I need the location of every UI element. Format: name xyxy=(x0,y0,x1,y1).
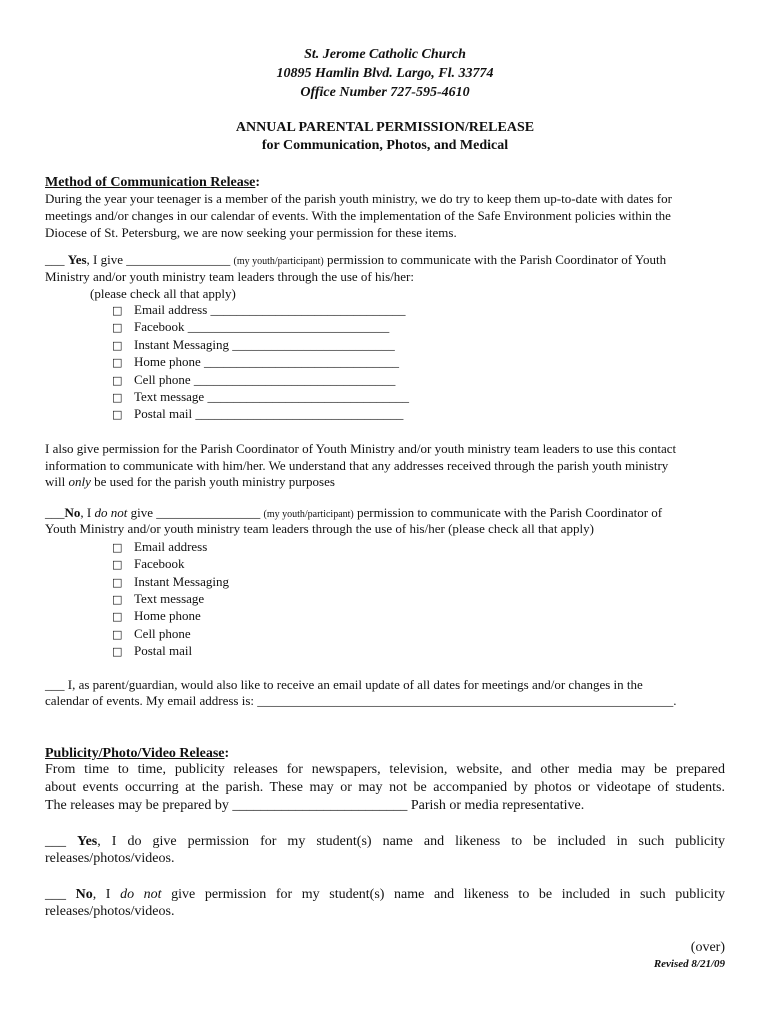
yes-option-email[interactable]: □ Email address ______________________________ xyxy=(112,302,406,317)
comm-no-line: ___No, I do not give ________________ (my youth/participant) permission to communicate with the Parish Coordinator of xyxy=(45,505,663,520)
checkbox-icon[interactable]: □ xyxy=(112,321,123,334)
comm-yes-line2: Ministry and/or youth ministry team leaders through the use of his/her: xyxy=(45,269,414,284)
checkbox-icon[interactable]: □ xyxy=(112,610,123,623)
checkbox-icon[interactable]: □ xyxy=(112,593,123,606)
publicity-yes-line2: releases/photos/videos. xyxy=(45,851,175,866)
no-option-home-phone[interactable]: □ Home phone xyxy=(112,608,201,623)
checkbox-icon[interactable]: □ xyxy=(112,304,123,317)
no-option-postal[interactable]: □ Postal mail xyxy=(112,643,193,658)
publicity-no-line2: releases/photos/videos. xyxy=(45,904,175,919)
no-option-text[interactable]: □ Text message xyxy=(112,591,205,606)
checkbox-icon[interactable]: □ xyxy=(112,374,123,387)
also-permission-line: I also give permission for the Parish Coordinator of Youth Ministry and/or youth ministry team leaders to use this contact xyxy=(45,441,677,456)
email-address-line[interactable]: calendar of events. My email address is: ________________________________________________________________. xyxy=(45,693,677,708)
no-option-im[interactable]: □ Instant Messaging xyxy=(112,574,229,589)
comm-no-line2: Youth Ministry and/or youth ministry team leaders through the use of his/her (please check all that apply) xyxy=(45,521,594,536)
publicity-no-line: ___ No, I do not give permission for my student(s) name and likeness to be included in such publicity xyxy=(45,887,726,902)
yes-option-im[interactable]: □ Instant Messaging _________________________ xyxy=(112,337,395,352)
office-number: Office Number 727-595-4610 xyxy=(300,85,470,100)
comm-intro-line: During the year your teenager is a member of the parish youth ministry, we do try to keep them up-to-date with dates for xyxy=(45,191,672,206)
yes-option-text[interactable]: □ Text message _______________________________ xyxy=(112,389,409,404)
checkbox-icon[interactable]: □ xyxy=(112,576,123,589)
checkbox-icon[interactable]: □ xyxy=(112,339,123,352)
publicity-text-line: The releases may be prepared by _________________________ Parish or media representative. xyxy=(45,798,585,813)
revised-date: Revised 8/21/09 xyxy=(653,958,725,970)
comm-yes-line: ___ Yes, I give ________________ (my youth/participant) permission to communicate with the Parish Coordinator of Youth xyxy=(45,252,667,267)
yes-option-cell-phone[interactable]: □ Cell phone _______________________________ xyxy=(112,372,396,387)
form-subtitle: for Communication, Photos, and Medical xyxy=(261,138,509,153)
no-option-cell-phone[interactable]: □ Cell phone xyxy=(112,626,191,641)
over-note: (over) xyxy=(690,940,725,955)
check-all-note: (please check all that apply) xyxy=(90,286,236,301)
no-option-facebook[interactable]: □ Facebook xyxy=(112,556,185,571)
publicity-yes-line: ___ Yes, I do give permission for my student(s) name and likeness to be included in such publicity xyxy=(45,834,726,849)
checkbox-icon[interactable]: □ xyxy=(112,408,123,421)
checkbox-icon[interactable]: □ xyxy=(112,541,123,554)
publicity-text-line: about events occurring at the parish. These may or may not be accompanied by photos or videotape of students. xyxy=(45,780,725,795)
publicity-section-heading: Publicity/Photo/Video Release: xyxy=(45,746,230,761)
checkbox-icon[interactable]: □ xyxy=(112,645,123,658)
yes-option-home-phone[interactable]: □ Home phone ______________________________ xyxy=(112,354,400,369)
yes-option-postal[interactable]: □ Postal mail ________________________________ xyxy=(112,406,404,421)
no-option-email[interactable]: □ Email address xyxy=(112,539,208,554)
checkbox-icon[interactable]: □ xyxy=(112,558,123,571)
checkbox-icon[interactable]: □ xyxy=(112,391,123,404)
email-update-line: ___ I, as parent/guardian, would also like to receive an email update of all dates for meetings and/or changes in the xyxy=(45,677,643,692)
comm-intro-line: meetings and/or changes in our calendar of events. With the implementation of the Safe Environment policies within the xyxy=(45,208,671,223)
church-address: 10895 Hamlin Blvd. Largo, Fl. 33774 xyxy=(276,66,494,81)
comm-intro-line: Diocese of St. Petersburg, we are now seeking your permission for these items. xyxy=(45,225,457,240)
comm-section-heading: Method of Communication Release: xyxy=(45,175,261,190)
church-name: St. Jerome Catholic Church xyxy=(304,47,466,62)
form-title: ANNUAL PARENTAL PERMISSION/RELEASE xyxy=(235,120,535,135)
yes-option-facebook[interactable]: □ Facebook _______________________________ xyxy=(112,319,390,334)
checkbox-icon[interactable]: □ xyxy=(112,628,123,641)
also-permission-line: will only be used for the parish youth ministry purposes xyxy=(45,474,335,489)
also-permission-line: information to communicate with him/her. We understand that any addresses received through the parish youth ministry xyxy=(45,458,669,473)
checkbox-icon[interactable]: □ xyxy=(112,356,123,369)
publicity-text-line: From time to time, publicity releases for newspapers, television, website, and other media may be prepared xyxy=(45,762,725,777)
